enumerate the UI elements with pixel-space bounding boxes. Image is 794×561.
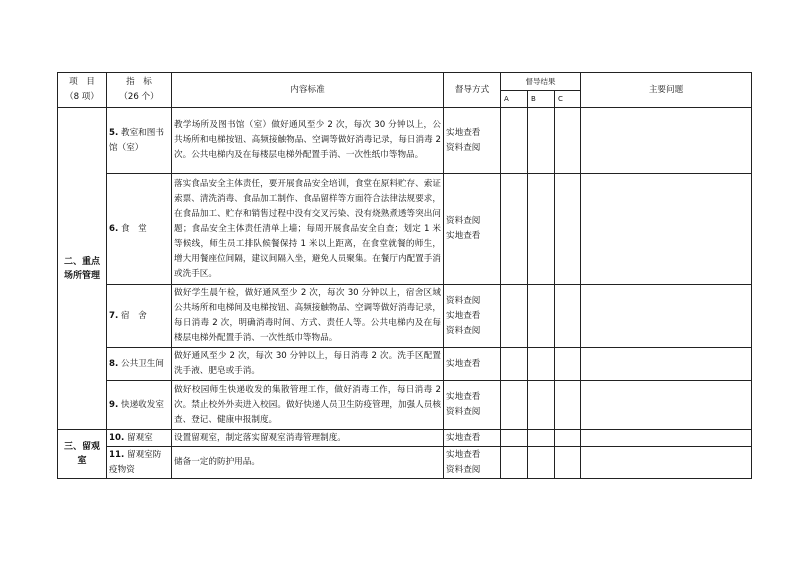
result-a-cell[interactable]	[501, 285, 528, 348]
method-item: 资料查阅	[446, 325, 481, 336]
indicator-number: 9.	[109, 399, 119, 410]
problem-cell[interactable]	[581, 174, 752, 285]
result-a-cell[interactable]	[501, 108, 528, 174]
result-b-cell[interactable]	[528, 285, 555, 348]
table-row	[58, 430, 752, 447]
header-content: 内容标准	[172, 73, 444, 108]
method-item: 实地查看	[446, 432, 481, 443]
header-item-count: （8 项）	[65, 92, 99, 102]
method-item: 实地查看	[446, 310, 481, 321]
supervision-table	[57, 72, 752, 479]
indicator-cell	[107, 108, 172, 174]
result-c-cell[interactable]	[555, 285, 581, 348]
category-cell: 三、留观室	[58, 430, 107, 479]
method-item: 资料查阅	[446, 295, 481, 306]
content-cell: 做好校园师生快递收发的集散管理工作，做好消毒工作，每日消毒 2 次。禁止校外外卖进入校园。做好快递人员卫生防疫管理，加强人员核查、登记、健康申报制度。	[172, 381, 444, 430]
result-c-cell[interactable]	[555, 174, 581, 285]
method-item: 实地查看	[446, 127, 481, 138]
content-cell: 设置留观室，制定落实留观室消毒管理制度。	[172, 430, 444, 447]
indicator-number: 7.	[109, 310, 119, 321]
problem-cell[interactable]	[581, 430, 752, 447]
method-cell	[444, 381, 501, 430]
indicator-number: 8.	[109, 358, 119, 369]
table-row	[58, 381, 752, 430]
result-b-cell[interactable]	[528, 348, 555, 381]
content-cell: 教学场所及图书馆（室）做好通风至少 2 次，每次 30 分钟以上，公共场所和电梯按钮、高频接触物品、空调等做好消毒记录，每日消毒 2 次。公共电梯内及在每楼层电梯外配置手消、一次性纸巾等物品。	[172, 108, 444, 174]
header-problem: 主要问题	[581, 73, 752, 108]
header-result-c: C	[555, 91, 581, 108]
indicator-cell	[107, 285, 172, 348]
result-a-cell[interactable]	[501, 430, 528, 447]
result-a-cell[interactable]	[501, 381, 528, 430]
indicator-name: 留观室	[126, 432, 153, 443]
header-indicator-cell	[107, 73, 172, 108]
indicator-name: 快递收发室	[120, 399, 164, 410]
table-row	[58, 348, 752, 381]
table-row	[58, 447, 752, 479]
method-item: 资料查阅	[446, 216, 481, 226]
result-b-cell[interactable]	[528, 174, 555, 285]
method-cell	[444, 174, 501, 285]
content-cell: 储备一定的防护用品。	[172, 447, 444, 479]
method-cell	[444, 430, 501, 447]
method-item: 实地查看	[446, 231, 481, 241]
result-b-cell[interactable]	[528, 381, 555, 430]
result-b-cell[interactable]	[528, 430, 555, 447]
indicator-name: 教室和图书馆（室）	[109, 127, 164, 153]
indicator-cell	[107, 348, 172, 381]
result-a-cell[interactable]	[501, 447, 528, 479]
method-item: 资料查阅	[446, 142, 481, 153]
category-cell: 二、重点场所管理	[58, 108, 107, 430]
problem-cell[interactable]	[581, 285, 752, 348]
indicator-name: 食 堂	[120, 223, 147, 234]
indicator-cell	[107, 174, 172, 285]
indicator-number: 5.	[109, 127, 119, 138]
table-row	[58, 285, 752, 348]
content-cell: 落实食品安全主体责任，要开展食品安全培训，食堂在原料贮存、索证索票、清洗消毒、食品加工制作、食品留样等方面符合法律法规要求，在食品加工、贮存和销售过程中没有交叉污染、没有烧熟煮透等突出问题；食品安全主体责任清单上墙；每周开展食品安全自查；划定 1 米等候线，师生员工排队候餐保持 1 米以上距离，在食堂就餐的师生，增大用餐座位间隔，建议间隔入坐，避免人员聚集。在餐厅内配置手消或洗手区。	[172, 174, 444, 285]
result-b-cell[interactable]	[528, 447, 555, 479]
method-item: 资料查阅	[446, 464, 481, 475]
method-item: 资料查阅	[446, 407, 481, 417]
indicator-name: 留观室防疫物资	[109, 449, 162, 475]
method-item: 实地查看	[446, 358, 481, 369]
header-row-1	[58, 73, 752, 91]
method-cell	[444, 348, 501, 381]
content-cell: 做好通风至少 2 次，每次 30 分钟以上，每日消毒 2 次。洗手区配置洗手液、肥皂或手消。	[172, 348, 444, 381]
header-result-b: B	[528, 91, 555, 108]
indicator-cell	[107, 430, 172, 447]
problem-cell[interactable]	[581, 447, 752, 479]
result-b-cell[interactable]	[528, 108, 555, 174]
indicator-cell	[107, 447, 172, 479]
header-result: 督导结果	[501, 73, 581, 91]
problem-cell[interactable]	[581, 108, 752, 174]
method-cell	[444, 108, 501, 174]
header-indicator-label: 指 标	[126, 77, 152, 87]
indicator-name: 公共卫生间	[120, 358, 164, 369]
result-c-cell[interactable]	[555, 381, 581, 430]
result-c-cell[interactable]	[555, 108, 581, 174]
indicator-name: 宿 舍	[120, 310, 147, 321]
result-c-cell[interactable]	[555, 447, 581, 479]
header-item-cell	[58, 73, 107, 108]
header-result-a: A	[501, 91, 528, 108]
table-row	[58, 108, 752, 174]
indicator-number: 10.	[109, 432, 125, 443]
content-cell: 做好学生晨午检，做好通风至少 2 次，每次 30 分钟以上，宿舍区域公共场所和电梯间及电梯按钮、高频接触物品、空调等做好消毒记录，每日消毒 2 次，明确消毒时间、方式、责任人等。公共电梯内及在每楼层电梯外配置手消、一次性纸巾等物品。	[172, 285, 444, 348]
problem-cell[interactable]	[581, 348, 752, 381]
problem-cell[interactable]	[581, 381, 752, 430]
indicator-number: 6.	[109, 223, 119, 234]
method-cell	[444, 285, 501, 348]
result-c-cell[interactable]	[555, 348, 581, 381]
header-item-label: 项 目	[69, 77, 95, 87]
header-method: 督导方式	[444, 73, 501, 108]
method-item: 实地查看	[446, 392, 481, 402]
indicator-number: 11.	[109, 449, 125, 460]
result-a-cell[interactable]	[501, 348, 528, 381]
method-item: 实地查看	[446, 449, 481, 460]
method-cell	[444, 447, 501, 479]
header-indicator-count: （26 个）	[119, 92, 159, 102]
result-a-cell[interactable]	[501, 174, 528, 285]
result-c-cell[interactable]	[555, 430, 581, 447]
table-row	[58, 174, 752, 285]
indicator-cell	[107, 381, 172, 430]
